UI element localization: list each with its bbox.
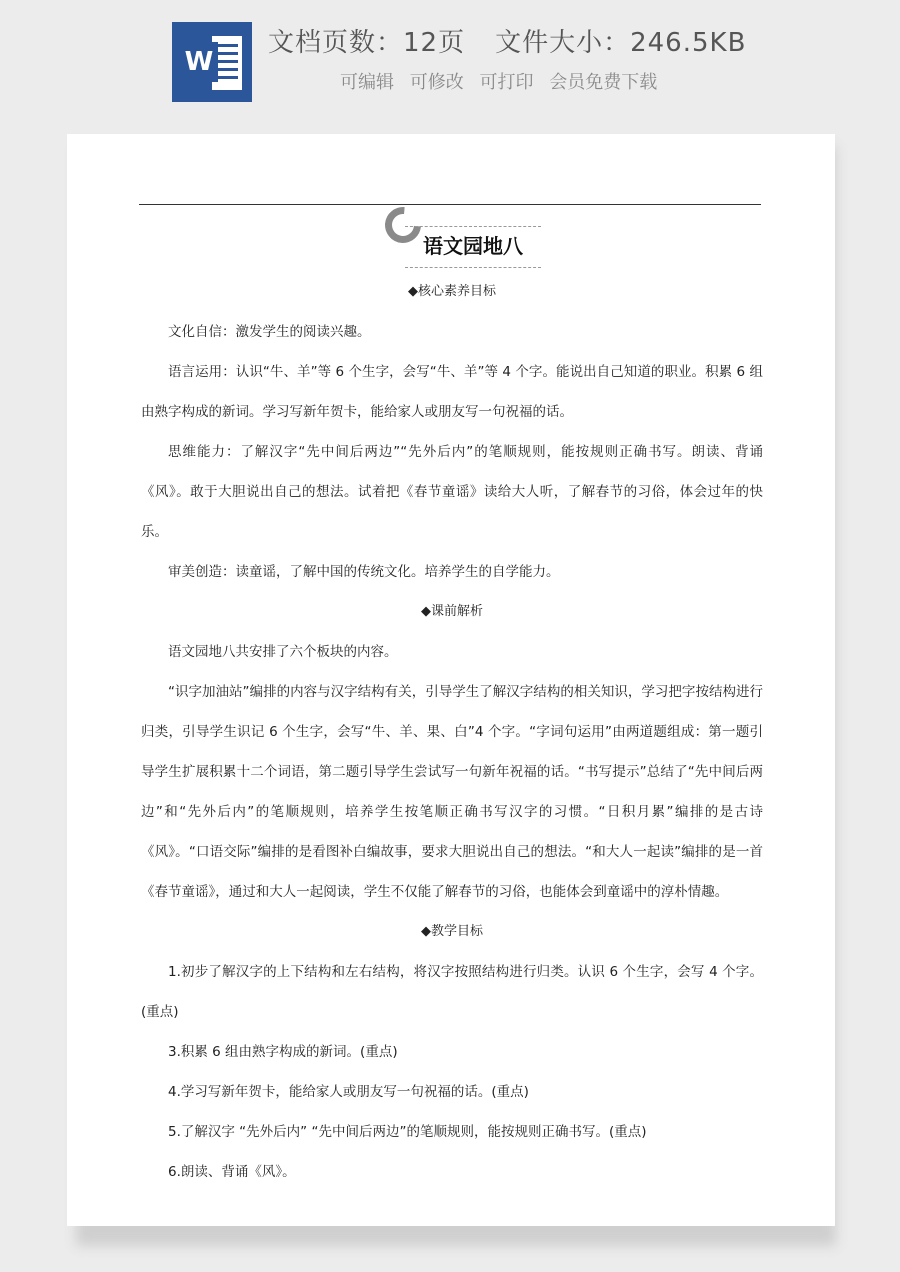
document-page bbox=[67, 134, 835, 1226]
paragraph: “识字加油站”编排的内容与汉字结构有关，引导学生了解汉字结构的相关知识，学习把字按结构进行归类，引导学生识记 6 个生字，会写“牛、羊、果、白”4 个字。“字词句运用”由两道题组成：第一题引导学生扩展积累十二个词语，第二题引导学生尝试写一句新年祝福的话。“书写提示”总结了“先中间后两边”和“先外后内”的笔顺规则，培养学生按笔顺正确书写汉字的习惯。“日积月累”编排的是古诗《风》。“口语交际”编排的是看图补白编故事，要求大胆说出自己的想法。“和大人一起读”编排的是一首《春节童谣》，通过和大人一起阅读，学生不仅能了解春节的习俗，也能体会到童谣中的淳朴情趣。 bbox=[141, 684, 763, 900]
document-body bbox=[141, 272, 763, 1192]
paragraph: 审美创造：读童谣，了解中国的传统文化。培养学生的自学能力。 bbox=[168, 564, 560, 580]
document-title: 语文园地八 bbox=[423, 234, 523, 258]
document-stats bbox=[268, 22, 746, 59]
file-size-label: 文件大小：246.5KB bbox=[495, 28, 747, 58]
paragraph: 思维能力：了解汉字“先中间后两边”“先外后内”的笔顺规则，能按规则正确书写。朗读、背诵《风》。敢于大胆说出自己的想法。试着把《春节童谣》读给大人听，了解春节的习俗，体会过年的快乐。 bbox=[141, 444, 763, 540]
title-frame bbox=[405, 226, 541, 268]
paragraph: 3.积累 6 组由熟字构成的新词。(重点) bbox=[168, 1044, 398, 1060]
tag-editable: 可编辑 bbox=[340, 72, 394, 93]
document-info-header bbox=[0, 0, 900, 120]
paragraph: 语文园地八共安排了六个板块的内容。 bbox=[168, 644, 398, 660]
word-icon-letter: W bbox=[180, 42, 218, 82]
paragraph: 文化自信：激发学生的阅读兴趣。 bbox=[168, 324, 371, 340]
document-feature-tags bbox=[340, 68, 667, 94]
word-document-icon bbox=[172, 22, 252, 102]
section-heading: ◆教学目标 bbox=[421, 924, 483, 939]
paragraph: 4.学习写新年贺卡，能给家人或朋友写一句祝福的话。(重点) bbox=[168, 1084, 529, 1100]
paragraph: 5.了解汉字 “先外后内” “先中间后两边”的笔顺规则，能按规则正确书写。(重点) bbox=[168, 1124, 647, 1140]
paragraph: 语言运用：认识“牛、羊”等 6 个生字，会写“牛、羊”等 4 个字。能说出自己知道的职业。积累 6 组由熟字构成的新词。学习写新年贺卡，能给家人或朋友写一句祝福的话。 bbox=[141, 364, 763, 420]
tag-modifiable: 可修改 bbox=[409, 72, 464, 93]
top-rule bbox=[139, 204, 761, 205]
tag-printable: 可打印 bbox=[479, 72, 534, 93]
paragraph: 6.朗读、背诵《风》。 bbox=[168, 1164, 296, 1180]
tag-member-free: 会员免费下载 bbox=[549, 72, 658, 93]
section-heading: ◆课前解析 bbox=[421, 604, 483, 619]
page-count-label: 文档页数：12页 bbox=[268, 28, 466, 58]
section-heading: ◆核心素养目标 bbox=[408, 284, 496, 299]
paragraph: 1.初步了解汉字的上下结构和左右结构，将汉字按照结构进行归类。认识 6 个生字，会写 4 个字。(重点) bbox=[141, 964, 763, 1020]
